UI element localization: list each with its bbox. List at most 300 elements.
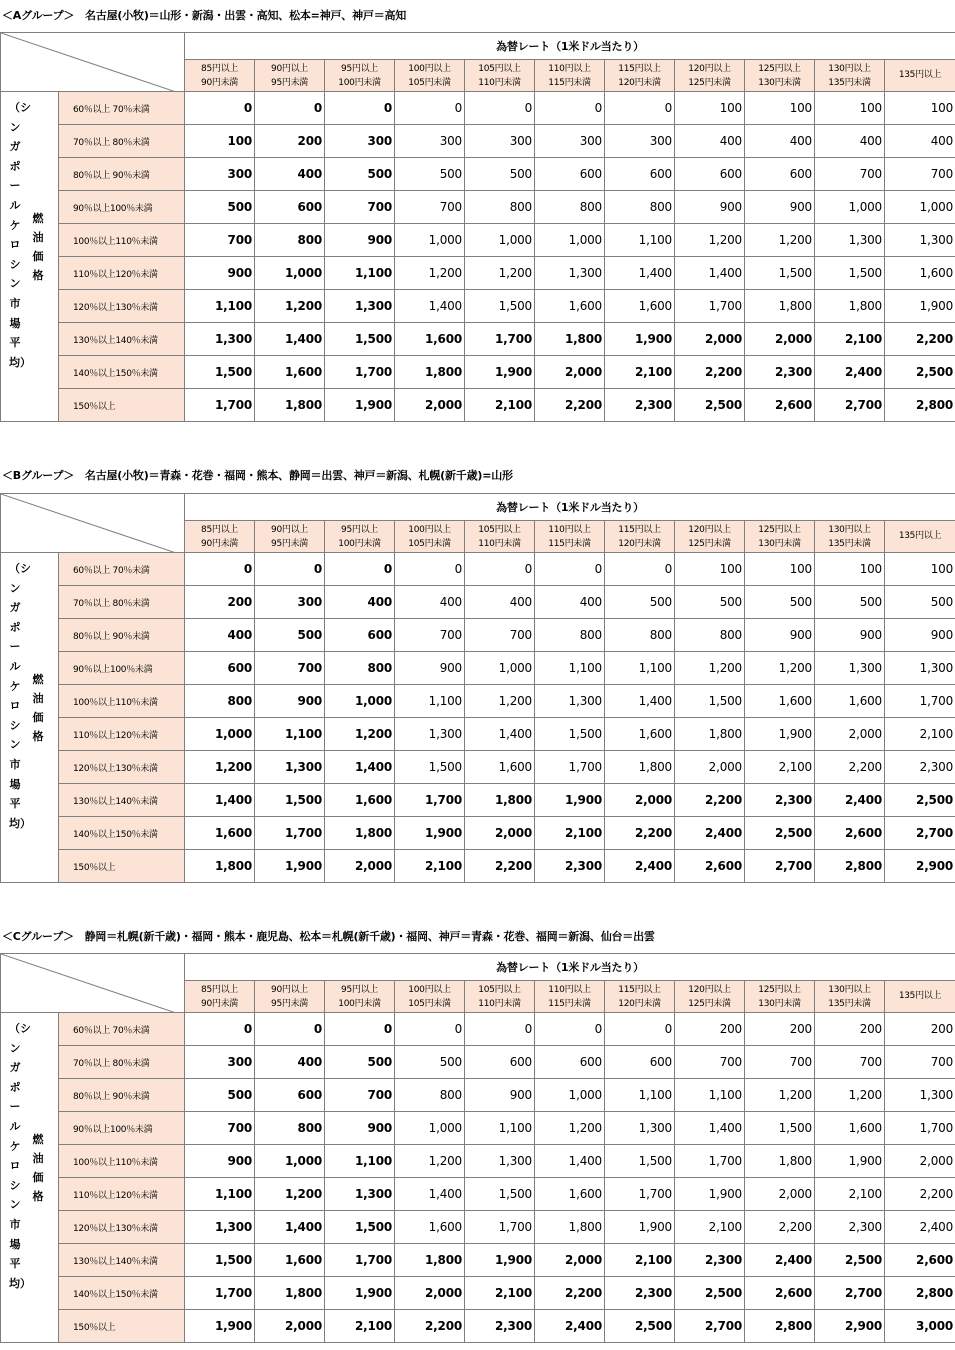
surcharge-value: 900: [745, 619, 815, 652]
fx-range-lower: 95円以上: [341, 524, 378, 535]
surcharge-value: 900: [465, 1079, 535, 1112]
surcharge-value: 1,800: [535, 323, 605, 356]
surcharge-value: 1,200: [535, 1112, 605, 1145]
surcharge-value: 100: [185, 125, 255, 158]
fx-range-upper: 90円未満: [201, 77, 238, 88]
surcharge-value: 2,200: [885, 323, 955, 356]
surcharge-value: 300: [395, 125, 465, 158]
surcharge-value: 1,400: [325, 751, 395, 784]
surcharge-value: 1,700: [185, 1277, 255, 1310]
surcharge-value: 400: [675, 125, 745, 158]
fx-range-lower: 130円以上: [828, 524, 871, 535]
fx-range-upper: 115円未満: [548, 77, 591, 88]
surcharge-value: 200: [745, 1013, 815, 1046]
surcharge-value: 1,300: [885, 652, 955, 685]
surcharge-value: 1,500: [745, 1112, 815, 1145]
fuel-range-cell: 60％以上 70％未満: [59, 1013, 185, 1046]
surcharge-value: 2,700: [815, 389, 885, 422]
group-b-table: [0, 493, 955, 883]
fx-range-upper: 125円未満: [688, 538, 731, 549]
fx-range-lower: 105円以上: [478, 63, 521, 74]
surcharge-value: 200: [185, 586, 255, 619]
fx-range-lower: 125円以上: [758, 63, 801, 74]
surcharge-value: 1,100: [395, 685, 465, 718]
surcharge-value: 800: [465, 191, 535, 224]
surcharge-value: 1,300: [885, 1079, 955, 1112]
table-row: [1, 784, 955, 817]
fx-range-cell: [535, 521, 605, 553]
surcharge-value: 1,300: [255, 751, 325, 784]
surcharge-value: 2,200: [675, 784, 745, 817]
fx-range-lower: 115円以上: [618, 984, 661, 995]
surcharge-value: 0: [255, 553, 325, 586]
surcharge-value: 0: [465, 553, 535, 586]
vertical-label-inner: 燃油価格: [32, 1133, 44, 1203]
surcharge-value: 1,600: [255, 356, 325, 389]
surcharge-value: 0: [395, 553, 465, 586]
fx-range-lower: 90円以上: [271, 984, 308, 995]
fuel-range-cell: 80％以上 90％未満: [59, 158, 185, 191]
table-row: [1, 1046, 955, 1079]
header-corner: [1, 33, 185, 92]
surcharge-value: 1,100: [185, 1178, 255, 1211]
fx-range-cell: [605, 521, 675, 553]
surcharge-value: 1,800: [325, 817, 395, 850]
surcharge-value: 1,300: [815, 224, 885, 257]
fx-range-cell: [745, 521, 815, 553]
surcharge-value: 500: [885, 586, 955, 619]
surcharge-value: 0: [395, 1013, 465, 1046]
surcharge-value: 1,100: [605, 224, 675, 257]
fx-range-cell: [675, 521, 745, 553]
surcharge-value: 1,600: [815, 1112, 885, 1145]
fx-range-cell: [255, 60, 325, 92]
surcharge-value: 1,700: [605, 1178, 675, 1211]
surcharge-value: 1,500: [465, 290, 535, 323]
surcharge-value: 1,000: [325, 685, 395, 718]
table-row: [1, 718, 955, 751]
fx-rate-header: 為替レート（1米ドル当たり）: [185, 494, 955, 521]
corner-diagonal: [1, 954, 185, 1013]
surcharge-value: 2,300: [745, 784, 815, 817]
surcharge-value: 2,800: [815, 850, 885, 883]
surcharge-value: 2,100: [465, 389, 535, 422]
surcharge-value: 1,000: [185, 718, 255, 751]
fx-range-lower: 85円以上: [201, 524, 238, 535]
fx-range-upper: 135円未満: [828, 538, 871, 549]
surcharge-value: 2,600: [885, 1244, 955, 1277]
surcharge-value: 2,600: [745, 389, 815, 422]
fx-range-cell: [395, 60, 465, 92]
surcharge-value: 2,000: [675, 323, 745, 356]
fuel-range-cell: 140％以上150％未満: [59, 817, 185, 850]
table-row: [1, 1112, 955, 1145]
surcharge-value: 2,500: [675, 1277, 745, 1310]
surcharge-value: 1,900: [885, 290, 955, 323]
surcharge-value: 100: [675, 92, 745, 125]
surcharge-value: 1,800: [255, 1277, 325, 1310]
surcharge-value: 2,400: [535, 1310, 605, 1343]
surcharge-value: 2,000: [745, 323, 815, 356]
fx-range-cell: [535, 60, 605, 92]
fx-range-lower: 100円以上: [408, 984, 451, 995]
surcharge-value: 1,300: [325, 1178, 395, 1211]
table-row: [1, 224, 955, 257]
fx-range-lower: 115円以上: [618, 63, 661, 74]
surcharge-value: 2,500: [745, 817, 815, 850]
surcharge-value: 1,600: [535, 1178, 605, 1211]
surcharge-value: 600: [325, 619, 395, 652]
surcharge-value: 2,400: [815, 356, 885, 389]
fx-range-cell: [325, 981, 395, 1013]
fx-range-cell: [325, 60, 395, 92]
fx-range-lower: 120円以上: [688, 984, 731, 995]
surcharge-value: 600: [465, 1046, 535, 1079]
surcharge-value: 1,100: [605, 652, 675, 685]
surcharge-value: 100: [745, 92, 815, 125]
surcharge-value: 1,300: [465, 1145, 535, 1178]
surcharge-value: 1,900: [675, 1178, 745, 1211]
surcharge-value: 1,300: [185, 323, 255, 356]
fuel-range-cell: 110％以上120％未満: [59, 718, 185, 751]
surcharge-value: 2,700: [815, 1277, 885, 1310]
fuel-range-cell: 130％以上140％未満: [59, 323, 185, 356]
vertical-label-outer-text: （シンガポールケロシン市場平均）: [9, 101, 31, 369]
surcharge-value: 1,000: [255, 257, 325, 290]
surcharge-value: 2,000: [395, 1277, 465, 1310]
fx-range-upper: 95円未満: [271, 538, 308, 549]
surcharge-value: 1,400: [605, 685, 675, 718]
surcharge-value: 1,000: [885, 191, 955, 224]
surcharge-value: 1,700: [675, 290, 745, 323]
surcharge-value: 2,000: [465, 817, 535, 850]
surcharge-value: 900: [745, 191, 815, 224]
group-b-title: ＜Bグループ＞ 名古屋(小牧)＝青森・花巻・福岡・熊本、静岡＝出雲、神戸＝新潟、札幌(新千歳)=山形: [2, 469, 513, 482]
surcharge-value: 1,300: [185, 1211, 255, 1244]
surcharge-value: 1,100: [325, 257, 395, 290]
surcharge-value: 700: [815, 158, 885, 191]
surcharge-value: 2,100: [885, 718, 955, 751]
fuel-range-cell: 90％以上100％未満: [59, 1112, 185, 1145]
fx-range-upper: 100円未満: [338, 77, 381, 88]
surcharge-value: 2,400: [745, 1244, 815, 1277]
surcharge-value: 1,500: [395, 751, 465, 784]
fx-range-upper: 105円未満: [408, 538, 451, 549]
surcharge-value: 1,800: [675, 718, 745, 751]
surcharge-value: 1,200: [255, 1178, 325, 1211]
surcharge-value: 2,800: [745, 1310, 815, 1343]
fx-range-lower: 85円以上: [201, 984, 238, 995]
surcharge-value: 400: [815, 125, 885, 158]
surcharge-value: 600: [255, 1079, 325, 1112]
fx-range-upper: 100円未満: [338, 998, 381, 1009]
fx-range-upper: 120円未満: [618, 998, 661, 1009]
surcharge-value: 0: [605, 553, 675, 586]
surcharge-value: 2,800: [885, 389, 955, 422]
surcharge-value: 1,000: [395, 1112, 465, 1145]
surcharge-value: 0: [185, 553, 255, 586]
surcharge-value: 2,400: [605, 850, 675, 883]
surcharge-value: 2,000: [535, 1244, 605, 1277]
surcharge-value: 2,300: [745, 356, 815, 389]
surcharge-value: 600: [255, 191, 325, 224]
surcharge-value: 100: [885, 553, 955, 586]
surcharge-value: 1,400: [185, 784, 255, 817]
surcharge-value: 1,300: [395, 718, 465, 751]
fuel-range-cell: 150％以上: [59, 389, 185, 422]
fx-range-lower: 100円以上: [408, 63, 451, 74]
surcharge-value: 1,900: [465, 356, 535, 389]
surcharge-value: 1,600: [885, 257, 955, 290]
fuel-range-cell: 110％以上120％未満: [59, 1178, 185, 1211]
surcharge-value: 1,200: [745, 1079, 815, 1112]
surcharge-value: 2,000: [815, 718, 885, 751]
surcharge-value: 1,200: [185, 751, 255, 784]
surcharge-value: 900: [815, 619, 885, 652]
fx-range-cell: [815, 981, 885, 1013]
surcharge-value: 2,200: [535, 389, 605, 422]
surcharge-value: 2,700: [885, 817, 955, 850]
surcharge-value: 500: [325, 158, 395, 191]
table-row: [1, 290, 955, 323]
group-c-table: [0, 953, 955, 1343]
surcharge-value: 300: [535, 125, 605, 158]
table-row: [1, 125, 955, 158]
surcharge-value: 2,400: [885, 1211, 955, 1244]
header-row: [1, 954, 955, 981]
fx-range-lower: 110円以上: [548, 524, 591, 535]
fx-range-lower: 100円以上: [408, 524, 451, 535]
surcharge-value: 2,500: [885, 356, 955, 389]
surcharge-value: 1,900: [745, 718, 815, 751]
surcharge-value: 400: [465, 586, 535, 619]
surcharge-value: 0: [185, 92, 255, 125]
group-c-title: ＜Cグループ＞ 静岡＝札幌(新千歳)・福岡・熊本・鹿児島、松本＝札幌(新千歳)・福岡、神戸＝青森・花巻、福岡＝新潟、仙台＝出雲: [2, 930, 655, 943]
vertical-label-outer-text: （シンガポールケロシン市場平均）: [9, 562, 31, 830]
surcharge-value: 800: [395, 1079, 465, 1112]
surcharge-value: 1,100: [605, 1079, 675, 1112]
fuel-range-cell: 70％以上 80％未満: [59, 125, 185, 158]
fx-range-lower: 95円以上: [341, 984, 378, 995]
fx-range-lower: 120円以上: [688, 524, 731, 535]
surcharge-value: 2,100: [395, 850, 465, 883]
table-row: [1, 751, 955, 784]
surcharge-value: 700: [255, 652, 325, 685]
surcharge-value: 2,000: [325, 850, 395, 883]
surcharge-value: 2,200: [745, 1211, 815, 1244]
surcharge-value: 1,000: [465, 224, 535, 257]
fx-range-cell: [255, 981, 325, 1013]
surcharge-value: 700: [325, 1079, 395, 1112]
table-row: [1, 850, 955, 883]
group-a-table: [0, 32, 955, 422]
fx-range-lower: 90円以上: [271, 63, 308, 74]
surcharge-value: 1,700: [675, 1145, 745, 1178]
fuel-range-cell: 70％以上 80％未満: [59, 586, 185, 619]
fuel-range-cell: 90％以上100％未満: [59, 191, 185, 224]
surcharge-value: 800: [255, 224, 325, 257]
fx-range-lower: 125円以上: [758, 524, 801, 535]
surcharge-value: 2,300: [885, 751, 955, 784]
surcharge-value: 2,000: [605, 784, 675, 817]
fx-range-cell: [675, 981, 745, 1013]
surcharge-value: 2,000: [745, 1178, 815, 1211]
surcharge-value: 500: [185, 1079, 255, 1112]
fuel-range-cell: 110％以上120％未満: [59, 257, 185, 290]
surcharge-value: 700: [395, 191, 465, 224]
fuel-range-cell: 130％以上140％未満: [59, 784, 185, 817]
surcharge-value: 100: [675, 553, 745, 586]
surcharge-value: 900: [185, 1145, 255, 1178]
surcharge-value: 800: [535, 191, 605, 224]
surcharge-value: 1,600: [815, 685, 885, 718]
fx-range-lower: 135円以上: [898, 991, 942, 1001]
surcharge-value: 2,300: [605, 389, 675, 422]
surcharge-value: 1,500: [605, 1145, 675, 1178]
surcharge-value: 400: [885, 125, 955, 158]
surcharge-value: 1,700: [465, 1211, 535, 1244]
surcharge-value: 1,400: [255, 1211, 325, 1244]
fx-range-upper: 125円未満: [688, 77, 731, 88]
table-row: [1, 1244, 955, 1277]
surcharge-value: 700: [815, 1046, 885, 1079]
surcharge-value: 1,200: [465, 685, 535, 718]
surcharge-value: 1,600: [745, 685, 815, 718]
surcharge-value: 700: [885, 1046, 955, 1079]
header-row: [1, 33, 955, 60]
surcharge-value: 1,100: [675, 1079, 745, 1112]
surcharge-value: 1,800: [745, 290, 815, 323]
surcharge-value: 1,200: [745, 224, 815, 257]
table-row: [1, 158, 955, 191]
surcharge-value: 900: [255, 685, 325, 718]
surcharge-value: 2,100: [745, 751, 815, 784]
surcharge-value: 1,200: [465, 257, 535, 290]
surcharge-value: 1,300: [535, 685, 605, 718]
surcharge-value: 2,100: [675, 1211, 745, 1244]
fx-range-lower: 110円以上: [548, 984, 591, 995]
fx-range-cell: [605, 60, 675, 92]
surcharge-value: 400: [745, 125, 815, 158]
surcharge-value: 1,900: [465, 1244, 535, 1277]
fx-range-upper: 125円未満: [688, 998, 731, 1009]
surcharge-value: 1,600: [605, 718, 675, 751]
surcharge-value: 2,000: [255, 1310, 325, 1343]
fx-range-upper: 95円未満: [271, 77, 308, 88]
surcharge-value: 1,900: [325, 389, 395, 422]
surcharge-value: 100: [815, 92, 885, 125]
table-row: [1, 586, 955, 619]
fx-range-cell: [885, 521, 955, 553]
surcharge-value: 1,500: [745, 257, 815, 290]
surcharge-value: 400: [395, 586, 465, 619]
surcharge-value: 1,200: [815, 1079, 885, 1112]
surcharge-value: 1,000: [815, 191, 885, 224]
fx-range-upper: 120円未満: [618, 538, 661, 549]
table-row: [1, 323, 955, 356]
fx-range-cell: [325, 521, 395, 553]
fuel-range-cell: 140％以上150％未満: [59, 356, 185, 389]
surcharge-value: 0: [255, 1013, 325, 1046]
table-row: [1, 619, 955, 652]
surcharge-value: 2,000: [395, 389, 465, 422]
fx-range-cell: [675, 60, 745, 92]
surcharge-value: 1,700: [255, 817, 325, 850]
surcharge-value: 1,500: [325, 1211, 395, 1244]
fx-range-cell: [605, 981, 675, 1013]
table-row: [1, 1211, 955, 1244]
surcharge-value: 1,800: [255, 389, 325, 422]
fx-range-cell: [395, 521, 465, 553]
surcharge-value: 1,900: [325, 1277, 395, 1310]
surcharge-value: 1,600: [395, 323, 465, 356]
surcharge-value: 1,700: [325, 1244, 395, 1277]
surcharge-value: 2,100: [325, 1310, 395, 1343]
surcharge-value: 1,400: [465, 718, 535, 751]
surcharge-value: 1,200: [325, 718, 395, 751]
fx-range-cell: [395, 981, 465, 1013]
fx-range-upper: 135円未満: [828, 77, 871, 88]
fx-range-upper: 90円未満: [201, 998, 238, 1009]
surcharge-value: 200: [815, 1013, 885, 1046]
surcharge-value: 0: [255, 92, 325, 125]
fx-range-lower: 135円以上: [898, 70, 942, 80]
fx-range-upper: 135円未満: [828, 998, 871, 1009]
fuel-range-cell: 120％以上130％未満: [59, 290, 185, 323]
table-row: [1, 817, 955, 850]
surcharge-value: 600: [535, 1046, 605, 1079]
surcharge-value: 1,500: [255, 784, 325, 817]
surcharge-value: 1,200: [395, 257, 465, 290]
surcharge-value: 500: [675, 586, 745, 619]
fx-range-upper: 110円未満: [478, 538, 521, 549]
surcharge-value: 1,300: [605, 1112, 675, 1145]
surcharge-value: 300: [185, 158, 255, 191]
surcharge-value: 0: [185, 1013, 255, 1046]
surcharge-value: 2,100: [605, 356, 675, 389]
surcharge-value: 1,500: [815, 257, 885, 290]
fuel-range-cell: 60％以上 70％未満: [59, 553, 185, 586]
surcharge-value: 1,900: [815, 1145, 885, 1178]
fx-range-upper: 105円未満: [408, 77, 451, 88]
surcharge-value: 2,200: [885, 1178, 955, 1211]
surcharge-value: 3,000: [885, 1310, 955, 1343]
fx-range-lower: 120円以上: [688, 63, 731, 74]
surcharge-value: 2,500: [885, 784, 955, 817]
fx-range-cell: [185, 981, 255, 1013]
surcharge-value: 0: [605, 1013, 675, 1046]
surcharge-value: 1,100: [255, 718, 325, 751]
surcharge-value: 1,400: [605, 257, 675, 290]
vertical-label-outer-text: （シンガポールケロシン市場平均）: [9, 1022, 31, 1290]
fuel-range-cell: 80％以上 90％未満: [59, 1079, 185, 1112]
surcharge-value: 2,600: [745, 1277, 815, 1310]
surcharge-value: 600: [605, 158, 675, 191]
table-row: [1, 257, 955, 290]
surcharge-value: 1,400: [255, 323, 325, 356]
fx-range-lower: 130円以上: [828, 63, 871, 74]
table-row: [1, 652, 955, 685]
surcharge-value: 1,700: [395, 784, 465, 817]
surcharge-value: 600: [675, 158, 745, 191]
surcharge-value: 1,600: [325, 784, 395, 817]
fx-range-cell: [885, 981, 955, 1013]
surcharge-value: 700: [185, 1112, 255, 1145]
surcharge-value: 100: [745, 553, 815, 586]
surcharge-value: 1,400: [675, 257, 745, 290]
surcharge-value: 1,500: [185, 356, 255, 389]
fx-rate-header: 為替レート（1米ドル当たり）: [185, 33, 955, 60]
